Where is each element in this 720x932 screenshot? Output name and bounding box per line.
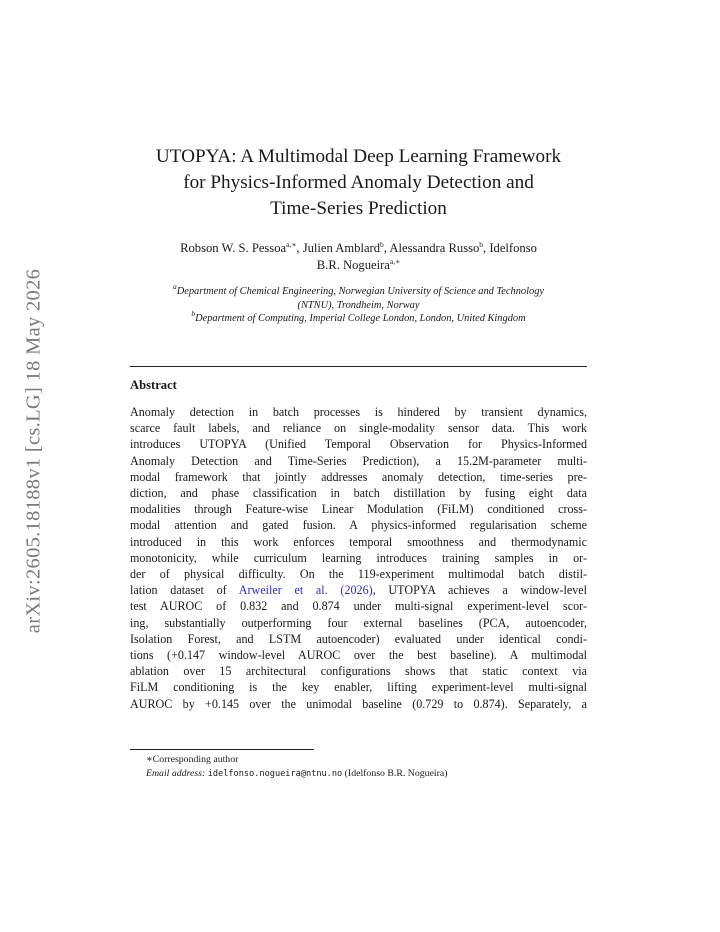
abstract-line-with-citation — [130, 582, 587, 598]
abstract-line: ing, substantially outperforming four external baselines (PCA, autoencoder, — [130, 615, 587, 630]
author-list — [130, 240, 587, 274]
abstract-top-rule — [130, 366, 587, 367]
abstract-line: AUROC by +0.145 over the unimodal baseline (0.729 to 0.874). Separately, a — [130, 696, 587, 711]
email-label: Email address: — [146, 768, 206, 779]
abstract-line: modal framework that jointly addresses anomaly detection, time-series pre- — [130, 469, 587, 484]
paper-title — [130, 144, 587, 222]
email-note — [146, 767, 586, 781]
abstract-line: diction, and phase classification in batch distillation by fusing eight data — [130, 486, 587, 501]
affiliations — [130, 282, 587, 326]
title-line-1: UTOPYA: A Multimodal Deep Learning Framework — [155, 146, 562, 167]
author-affil-mark: a,∗ — [389, 257, 401, 266]
abstract-text: lation dataset of — [130, 583, 239, 598]
title-line-2: for Physics-Informed Anomaly Detection and — [183, 172, 534, 193]
abstract-line: modalities through Feature-wise Linear Modulation (FiLM) conditioned cross- — [130, 502, 587, 517]
author-name: Julien Amblard — [302, 241, 381, 255]
abstract-line: scarce fault labels, and reliance on single-modality sensor data. This work — [130, 421, 587, 436]
abstract-line: tions (+0.147 window-level AUROC over the best baseline). A multimodal — [130, 648, 587, 663]
abstract-line: der of physical difficulty. On the 119-experiment multimodal batch distil- — [130, 567, 587, 582]
affiliation-text: Department of Chemical Engineering, Norwegian University of Science and Technology — [176, 286, 544, 297]
affiliation-text: Department of Computing, Imperial College London, London, United Kingdom — [195, 313, 526, 324]
abstract-line: modal attention and gated fusion. A physics-informed regularisation scheme — [130, 518, 587, 533]
email-owner: (Idelfonso B.R. Nogueira) — [344, 768, 448, 779]
citation-link[interactable]: Arweiler et al. (2026) — [238, 583, 373, 598]
email-address[interactable]: idelfonso.nogueira@ntnu.no — [207, 769, 343, 779]
author-affil-mark: b — [479, 240, 484, 249]
affiliation-b — [130, 309, 587, 326]
author-name: Robson W. S. Pessoa — [180, 241, 287, 255]
abstract-line: FiLM conditioning is the key enabler, lifting experiment-level multi-signal — [130, 680, 587, 695]
author-name: Idelfonso — [489, 241, 537, 255]
abstract-heading: Abstract — [130, 378, 177, 392]
abstract-line: test AUROC of 0.832 and 0.874 under multi-signal experiment-level scor- — [130, 599, 587, 614]
arxiv-identifier: arXiv:2605.18188v1 [cs.LG] 18 May 2026 — [22, 268, 45, 634]
abstract-line: introduced in this work enforces temporal smoothness and thermodynamic — [130, 534, 587, 549]
affil-mark: a — [172, 282, 177, 291]
affil-mark: b — [191, 309, 196, 318]
author-line-1: Robson W. S. Pessoa$^{a,∗}$, Julien Amblard$^b$, Alessandra Russo$^b$, Idelfonso — [180, 240, 537, 255]
abstract-line: monotonicity, while curriculum learning introduces training samples in or- — [130, 550, 587, 565]
abstract-line: Anomaly Detection and Time-Series Prediction), a 15.2M-parameter multi- — [130, 453, 587, 468]
footnote-rule — [130, 749, 314, 750]
author-affil-mark: b — [380, 240, 384, 249]
abstract-line: Isolation Forest, and LSTM autoencoder) evaluated under identical condi- — [130, 631, 587, 646]
author-line-2 — [130, 257, 587, 274]
author-name: Alessandra Russo — [389, 241, 480, 255]
abstract-line: Anomaly detection in batch processes is hindered by transient dynamics, — [130, 405, 587, 419]
author-affil-mark: a,∗ — [286, 240, 297, 249]
abstract-text: , UTOPYA achieves a window-level — [372, 583, 587, 598]
arxiv-sidebar-stamp — [20, 256, 48, 646]
abstract-line: introduces UTOPYA (Unified Temporal Observation for Physics-Informed — [130, 437, 587, 452]
footnote — [146, 753, 586, 781]
author-name: B.R. Nogueira — [316, 258, 390, 272]
abstract-line: ablation over 15 architectural configurations shows that static context via — [130, 664, 587, 679]
affiliation-a — [130, 282, 587, 299]
title-line-3: Time-Series Prediction — [270, 198, 447, 219]
corresponding-author-note: ∗Corresponding author — [146, 754, 239, 765]
abstract-body — [130, 404, 587, 712]
affiliation-a-cont: (NTNU), Trondheim, Norway — [297, 299, 420, 311]
